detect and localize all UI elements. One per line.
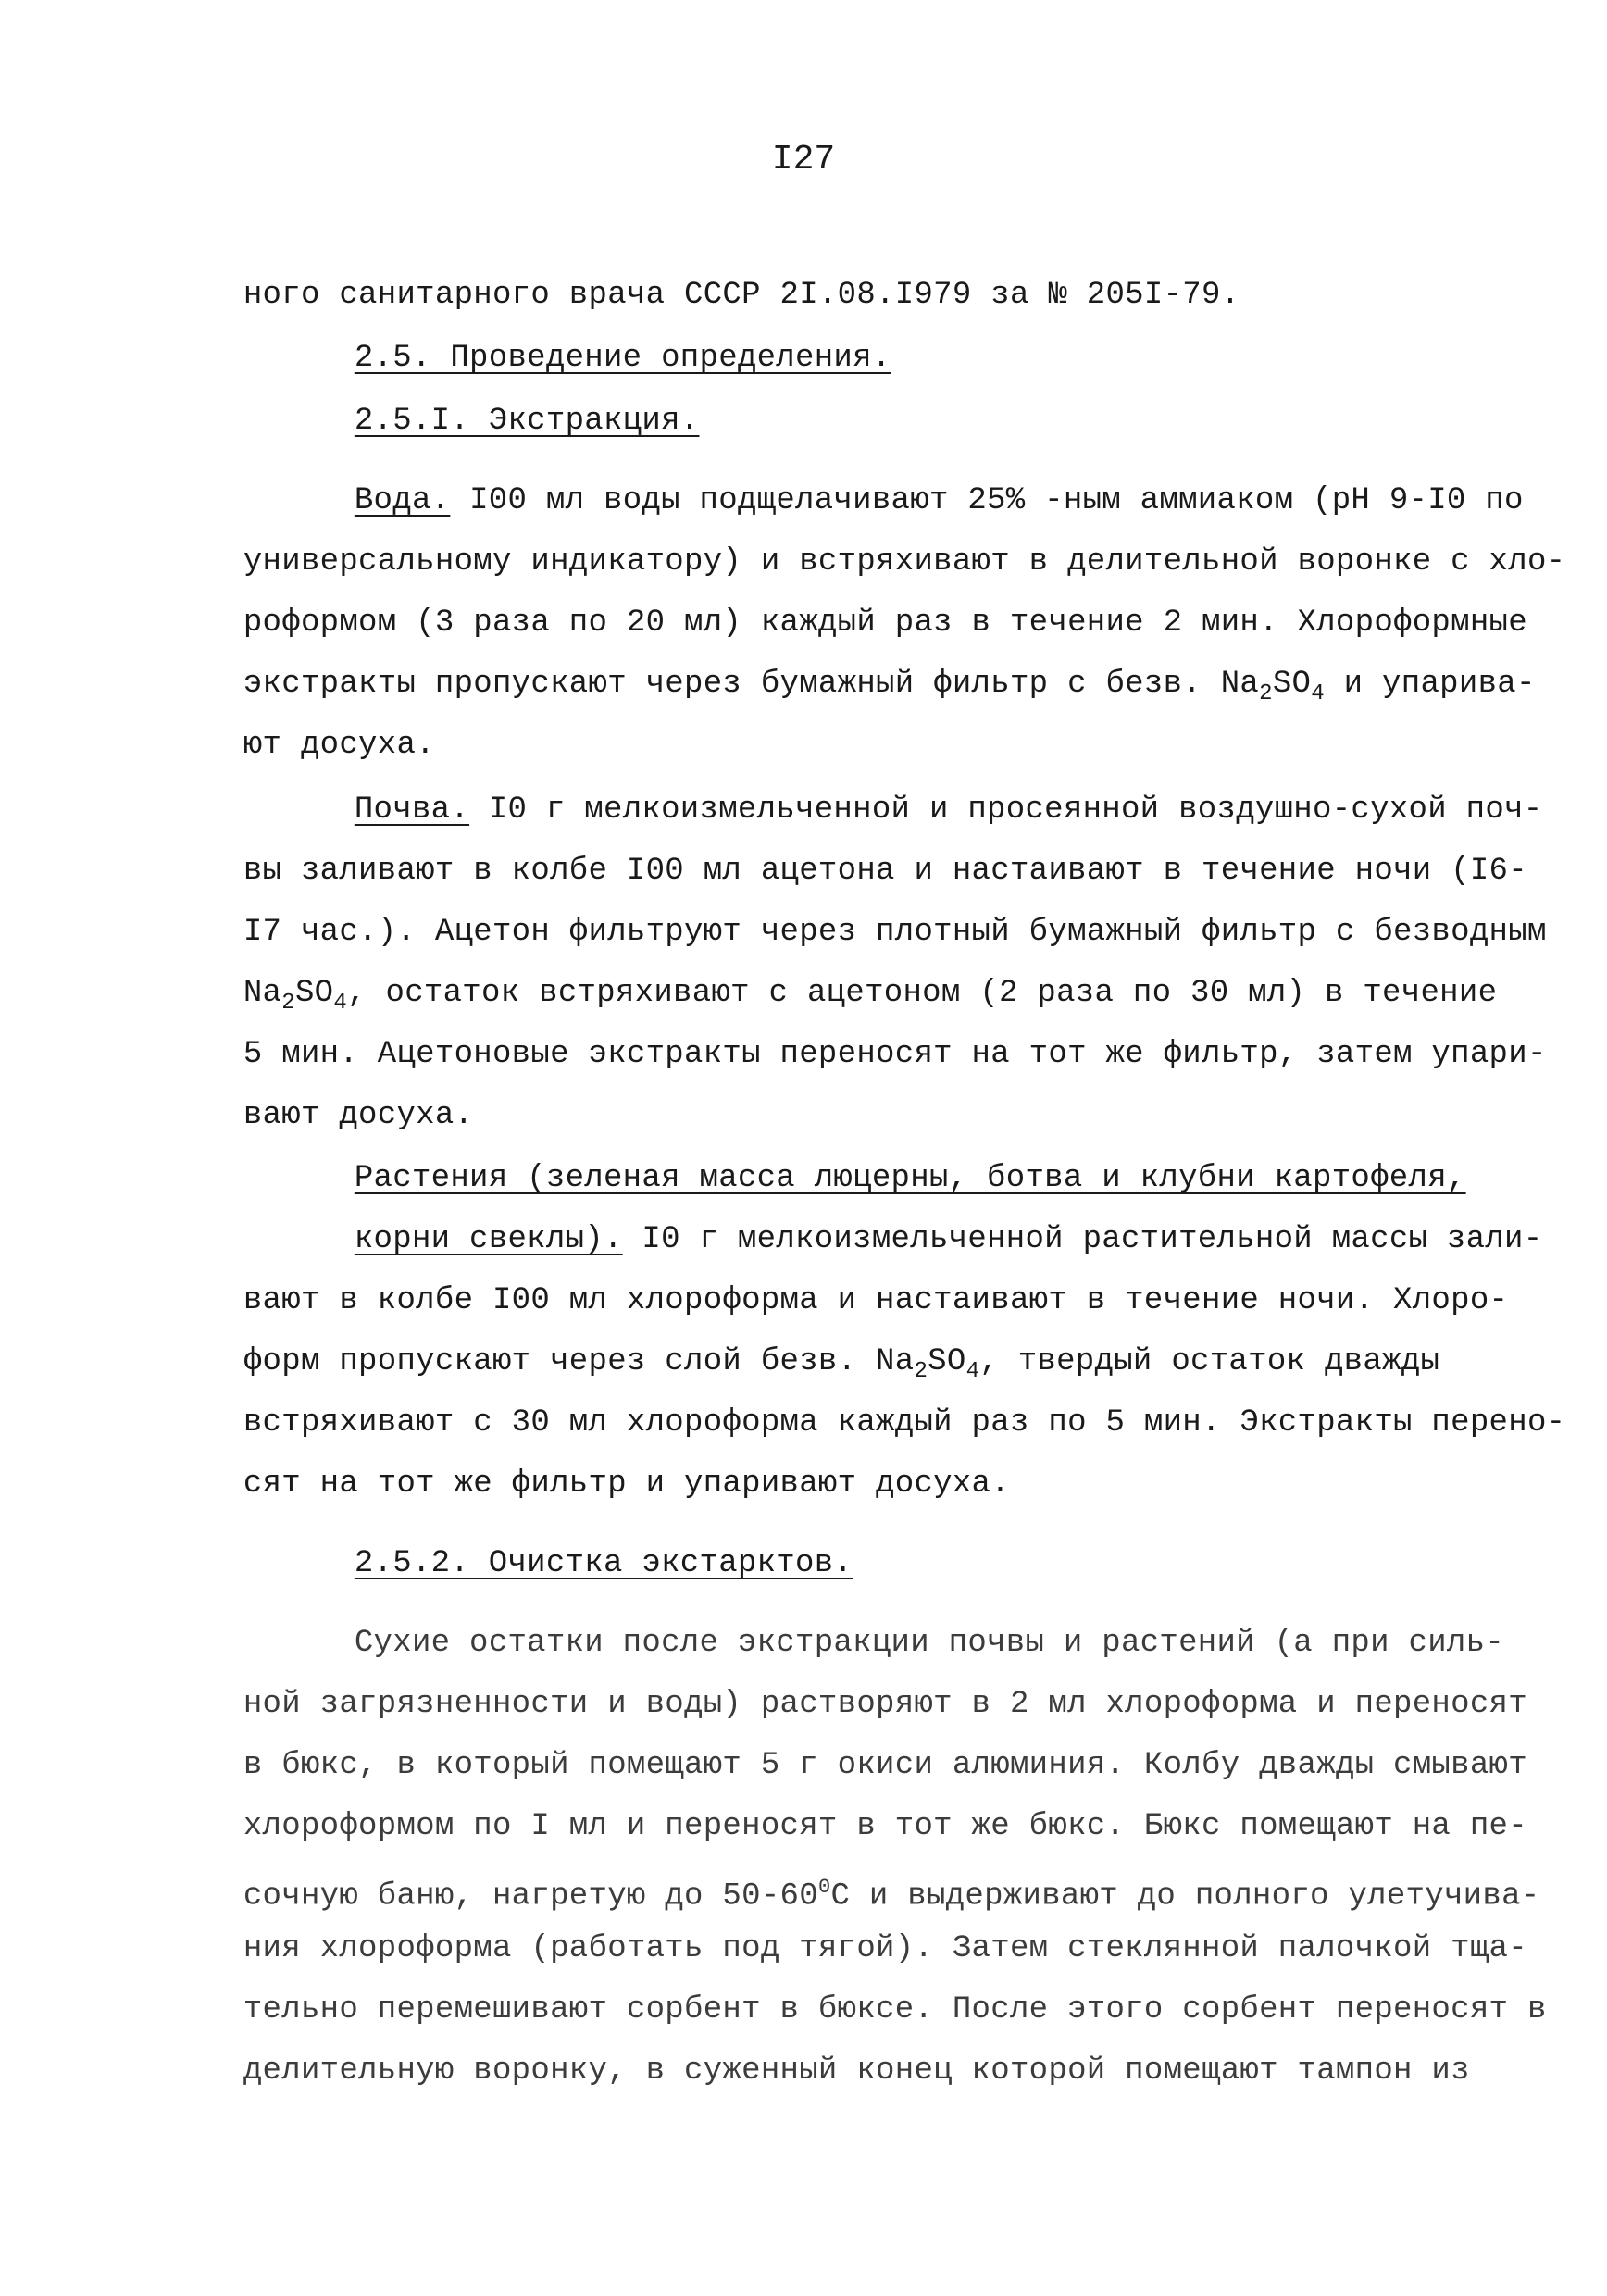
line-text: сочную баню, нагретую до 50-60	[243, 1878, 818, 1915]
line-text: , твердый остаток дважды	[979, 1344, 1440, 1379]
line-text: универсальному индикатору) и встряхивают в делительной воронке с хло-	[243, 544, 1566, 580]
formula-text: SO	[928, 1344, 966, 1379]
degree-mark: 0	[817, 1876, 831, 1899]
label-soil: Почва.	[354, 792, 470, 828]
line-text: в бюкс, в который помещают 5 г окиси алюминия. Колбу дважды смывают	[243, 1748, 1527, 1783]
label-water: Вода.	[354, 483, 451, 518]
line-text: вают в колбе I00 мл хлороформа и настаивают в течение ночи. Хлоро-	[243, 1283, 1509, 1318]
line-text: С и выдерживают до полного улетучива-	[830, 1878, 1540, 1915]
line-text: , остаток встряхивают с ацетоном (2 раза по 30 мл) в течение	[347, 976, 1498, 1011]
line-text: I0 г мелкоизмельченной растительной массы зали-	[622, 1222, 1543, 1257]
line-text: ной загрязненности и воды) растворяют в 2 мл хлороформа и переносят	[243, 1687, 1527, 1722]
line-text: хлороформом по I мл и переносят в тот же бюкс. Бюкс помещают на пе-	[243, 1809, 1527, 1844]
label-plants: Растения (зеленая масса люцерны, ботва и клубни картофеля,	[354, 1161, 1466, 1196]
line-text: сят на тот же фильтр и упаривают досуха.	[243, 1466, 1010, 1502]
line-text: ного санитарного врача СССР 2I.08.I979 за № 205I-79.	[243, 278, 1240, 313]
subscript: 4	[333, 991, 348, 1016]
line-text: тельно перемешивают сорбент в бюксе. После этого сорбент переносят в	[243, 1992, 1547, 2028]
formula-text: Na	[243, 976, 282, 1011]
label-plants: корни свеклы).	[354, 1222, 623, 1257]
line-text: экстракты пропускают через бумажный фильтр с безв. Na	[243, 667, 1260, 702]
subscript: 2	[281, 991, 295, 1016]
subscript: 4	[965, 1359, 980, 1384]
line-text: I00 мл воды подщелачивают 25% -ным аммиаком (pH 9-I0 по	[450, 483, 1524, 518]
line-text: ют досуха.	[243, 728, 435, 763]
line-text: роформом (3 раза по 20 мл) каждый раз в течение 2 мин. Хлороформные	[243, 605, 1527, 641]
formula-text: SO	[294, 976, 334, 1011]
line-text: I0 г мелкоизмельченной и просеянной воздушно-сухой поч-	[469, 792, 1543, 828]
line-text: Сухие остатки после экстракции почвы и растений (а при силь-	[354, 1626, 1505, 1661]
line-text: форм пропускают через слой безв. Na	[243, 1344, 915, 1379]
heading-text: 2.5.2. Очистка экстарктов.	[354, 1546, 853, 1581]
heading-text: 2.5.I. Экстракция.	[354, 404, 700, 439]
line-text: вы заливают в колбе I00 мл ацетона и настаивают в течение ночи (I6-	[243, 854, 1527, 889]
line-text: вают досуха.	[243, 1098, 474, 1133]
text-line	[167, 2007, 1470, 2135]
formula-text: SO	[1272, 667, 1312, 702]
line-text: и упарива-	[1324, 667, 1536, 702]
subscript: 4	[1311, 681, 1325, 706]
line-text: встряхивают с 30 мл хлороформа каждый раз по 5 мин. Экстракты перено-	[243, 1405, 1566, 1441]
line-text: делительную воронку, в суженный конец которой помещают тампон из	[243, 2053, 1470, 2089]
line-text: 5 мин. Ацетоновые экстракты переносят на тот же фильтр, затем упари-	[243, 1037, 1547, 1072]
subscript: 2	[914, 1359, 928, 1384]
line-text: ния хлороформа (работать под тягой). Затем стеклянной палочкой тща-	[243, 1931, 1527, 1966]
page-number: I27	[771, 140, 836, 180]
subscript: 2	[1259, 681, 1273, 706]
line-text: I7 час.). Ацетон фильтруют через плотный бумажный фильтр с безводным	[243, 915, 1547, 950]
heading-text: 2.5. Проведение определения.	[354, 341, 891, 376]
